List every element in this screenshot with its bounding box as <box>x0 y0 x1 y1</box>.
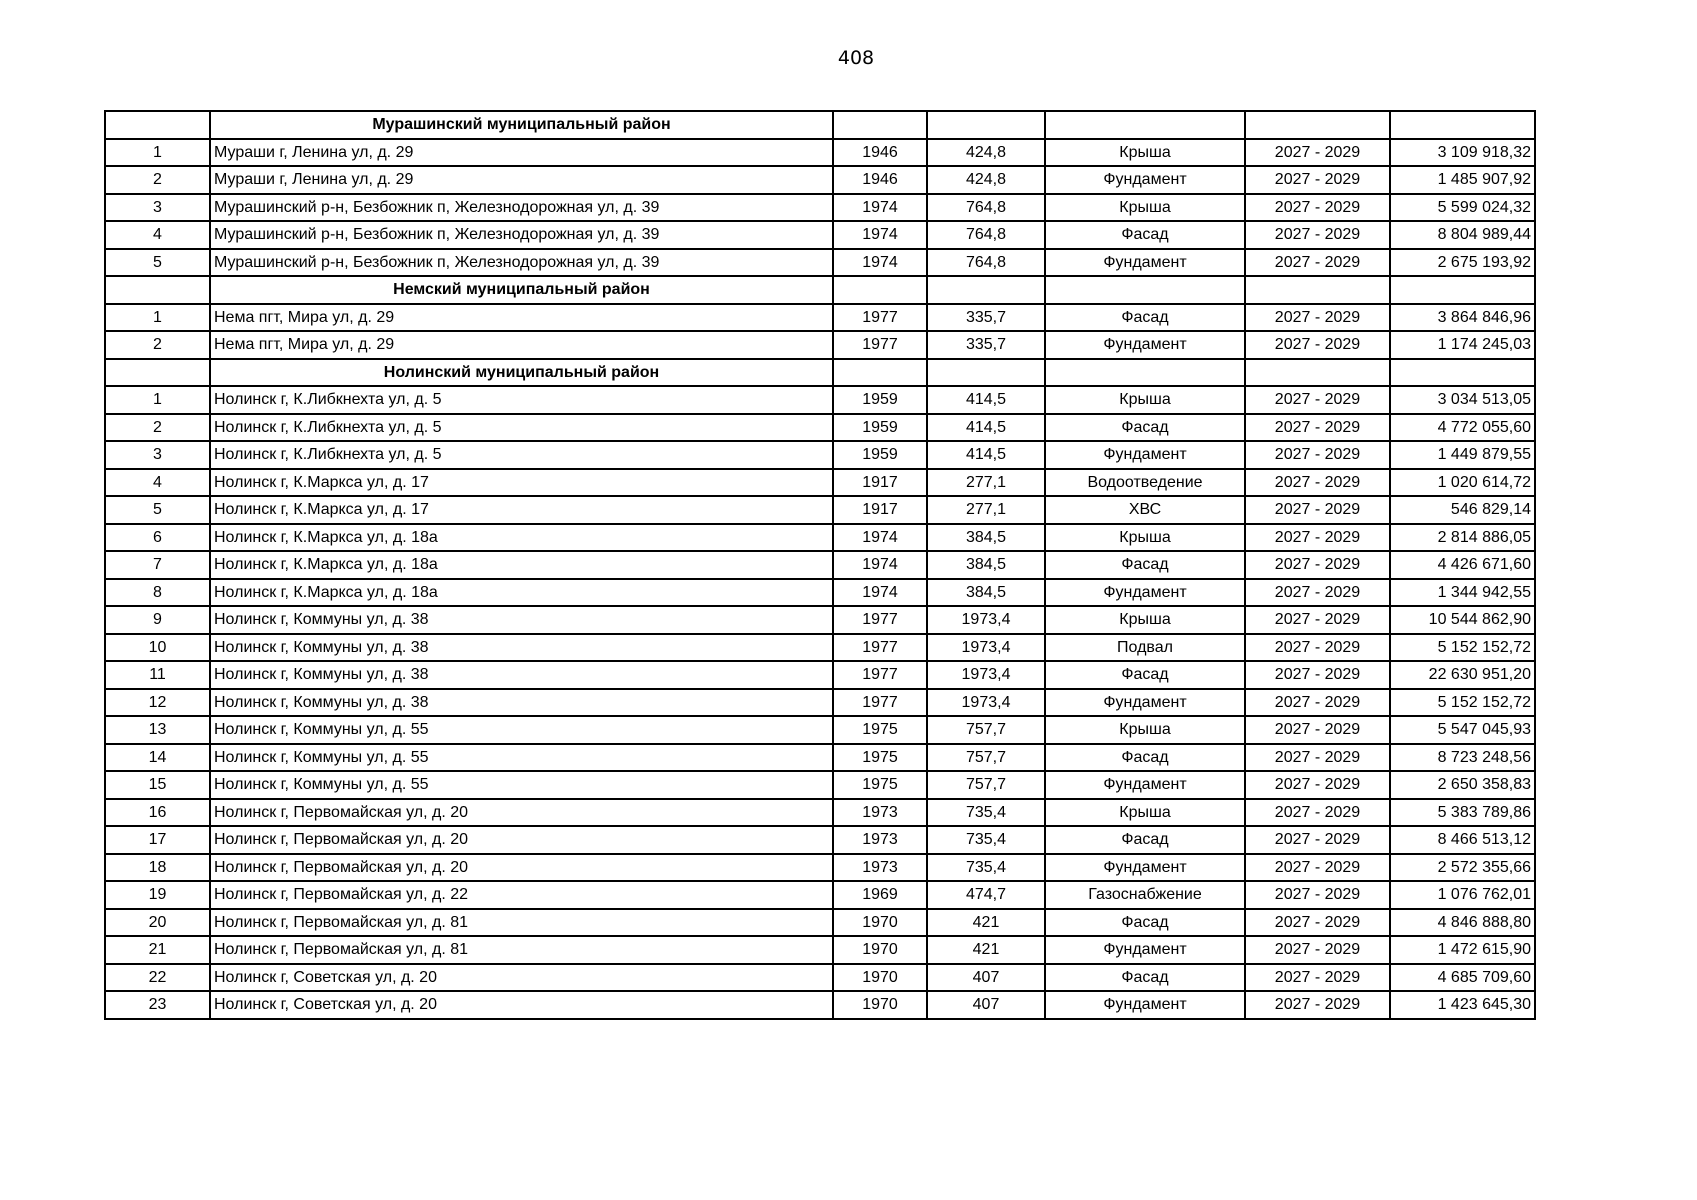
period-cell: 2027 - 2029 <box>1245 386 1390 414</box>
address-cell: Нолинск г, Коммуны ул, д. 55 <box>210 771 833 799</box>
table-row <box>105 551 1535 579</box>
period-cell: 2027 - 2029 <box>1245 579 1390 607</box>
build-year-cell: 1977 <box>833 689 927 717</box>
row-number: 22 <box>105 964 210 992</box>
address-cell: Нолинск г, Первомайская ул, д. 20 <box>210 799 833 827</box>
empty-cell <box>927 111 1045 139</box>
area-cell: 384,5 <box>927 551 1045 579</box>
address-cell: Нолинск г, К.Маркса ул, д. 18а <box>210 551 833 579</box>
period-cell: 2027 - 2029 <box>1245 194 1390 222</box>
build-year-cell: 1970 <box>833 964 927 992</box>
build-year-cell: 1946 <box>833 166 927 194</box>
build-year-cell: 1974 <box>833 249 927 277</box>
work-type-cell: Фасад <box>1045 744 1245 772</box>
period-cell: 2027 - 2029 <box>1245 551 1390 579</box>
row-number: 10 <box>105 634 210 662</box>
cost-cell: 4 426 671,60 <box>1390 551 1535 579</box>
address-cell: Нолинск г, К.Маркса ул, д. 17 <box>210 469 833 497</box>
period-cell: 2027 - 2029 <box>1245 606 1390 634</box>
period-cell: 2027 - 2029 <box>1245 221 1390 249</box>
row-number: 3 <box>105 441 210 469</box>
cost-cell: 5 152 152,72 <box>1390 634 1535 662</box>
address-cell: Нолинск г, Коммуны ул, д. 38 <box>210 689 833 717</box>
district-name: Нолинский муниципальный район <box>210 359 833 387</box>
row-number: 2 <box>105 331 210 359</box>
district-name: Немский муниципальный район <box>210 276 833 304</box>
work-type-cell: Водоотведение <box>1045 469 1245 497</box>
address-cell: Нема пгт, Мира ул, д. 29 <box>210 304 833 332</box>
district-header-row <box>105 359 1535 387</box>
area-cell: 384,5 <box>927 579 1045 607</box>
address-cell: Мураши г, Ленина ул, д. 29 <box>210 139 833 167</box>
work-type-cell: Крыша <box>1045 524 1245 552</box>
area-cell: 757,7 <box>927 716 1045 744</box>
row-number: 2 <box>105 166 210 194</box>
table-row <box>105 634 1535 662</box>
work-type-cell: Фундамент <box>1045 936 1245 964</box>
table-row <box>105 936 1535 964</box>
address-cell: Нолинск г, Первомайская ул, д. 81 <box>210 909 833 937</box>
row-number: 2 <box>105 414 210 442</box>
row-number: 14 <box>105 744 210 772</box>
build-year-cell: 1974 <box>833 194 927 222</box>
area-cell: 735,4 <box>927 799 1045 827</box>
row-number: 12 <box>105 689 210 717</box>
cost-cell: 3 034 513,05 <box>1390 386 1535 414</box>
cost-cell: 8 723 248,56 <box>1390 744 1535 772</box>
build-year-cell: 1977 <box>833 304 927 332</box>
build-year-cell: 1974 <box>833 524 927 552</box>
row-number: 5 <box>105 249 210 277</box>
empty-cell <box>833 111 927 139</box>
empty-cell <box>927 359 1045 387</box>
cost-cell: 2 572 355,66 <box>1390 854 1535 882</box>
cost-cell: 4 685 709,60 <box>1390 964 1535 992</box>
row-number: 16 <box>105 799 210 827</box>
area-cell: 407 <box>927 991 1045 1019</box>
work-type-cell: Фасад <box>1045 221 1245 249</box>
table-row <box>105 716 1535 744</box>
cost-cell: 1 344 942,55 <box>1390 579 1535 607</box>
work-type-cell: Фасад <box>1045 414 1245 442</box>
build-year-cell: 1975 <box>833 744 927 772</box>
build-year-cell: 1975 <box>833 716 927 744</box>
period-cell: 2027 - 2029 <box>1245 826 1390 854</box>
build-year-cell: 1970 <box>833 991 927 1019</box>
work-type-cell: Фасад <box>1045 304 1245 332</box>
table-row <box>105 606 1535 634</box>
build-year-cell: 1973 <box>833 854 927 882</box>
table-row <box>105 854 1535 882</box>
period-cell: 2027 - 2029 <box>1245 661 1390 689</box>
work-type-cell: Крыша <box>1045 386 1245 414</box>
work-type-cell: Крыша <box>1045 194 1245 222</box>
work-type-cell: Крыша <box>1045 716 1245 744</box>
row-number: 6 <box>105 524 210 552</box>
table-row <box>105 524 1535 552</box>
table-row <box>105 386 1535 414</box>
address-cell: Мурашинский р-н, Безбожник п, Железнодорожная ул, д. 39 <box>210 194 833 222</box>
area-cell: 1973,4 <box>927 634 1045 662</box>
address-cell: Нема пгт, Мира ул, д. 29 <box>210 331 833 359</box>
build-year-cell: 1917 <box>833 496 927 524</box>
build-year-cell: 1973 <box>833 799 927 827</box>
page-number: 408 <box>837 47 875 69</box>
area-cell: 277,1 <box>927 469 1045 497</box>
period-cell: 2027 - 2029 <box>1245 744 1390 772</box>
cost-cell: 2 814 886,05 <box>1390 524 1535 552</box>
work-type-cell: Фасад <box>1045 909 1245 937</box>
area-cell: 735,4 <box>927 854 1045 882</box>
work-type-cell: Фундамент <box>1045 579 1245 607</box>
area-cell: 764,8 <box>927 249 1045 277</box>
build-year-cell: 1977 <box>833 634 927 662</box>
cost-cell: 4 846 888,80 <box>1390 909 1535 937</box>
work-type-cell: Крыша <box>1045 606 1245 634</box>
area-cell: 735,4 <box>927 826 1045 854</box>
build-year-cell: 1917 <box>833 469 927 497</box>
address-cell: Нолинск г, Советская ул, д. 20 <box>210 991 833 1019</box>
table-row <box>105 579 1535 607</box>
cost-cell: 5 599 024,32 <box>1390 194 1535 222</box>
empty-cell <box>105 276 210 304</box>
build-year-cell: 1977 <box>833 606 927 634</box>
cost-cell: 1 449 879,55 <box>1390 441 1535 469</box>
area-cell: 474,7 <box>927 881 1045 909</box>
empty-cell <box>1045 359 1245 387</box>
empty-cell <box>1245 276 1390 304</box>
repair-schedule-table <box>104 110 1536 1020</box>
empty-cell <box>833 359 927 387</box>
period-cell: 2027 - 2029 <box>1245 249 1390 277</box>
cost-cell: 2 675 193,92 <box>1390 249 1535 277</box>
empty-cell <box>927 276 1045 304</box>
cost-cell: 1 485 907,92 <box>1390 166 1535 194</box>
address-cell: Нолинск г, К.Либкнехта ул, д. 5 <box>210 386 833 414</box>
district-header-row <box>105 111 1535 139</box>
cost-cell: 4 772 055,60 <box>1390 414 1535 442</box>
address-cell: Нолинск г, Первомайская ул, д. 20 <box>210 826 833 854</box>
work-type-cell: Фундамент <box>1045 166 1245 194</box>
table-row <box>105 304 1535 332</box>
row-number: 1 <box>105 304 210 332</box>
address-cell: Нолинск г, К.Маркса ул, д. 18а <box>210 579 833 607</box>
build-year-cell: 1946 <box>833 139 927 167</box>
work-type-cell: Газоснабжение <box>1045 881 1245 909</box>
period-cell: 2027 - 2029 <box>1245 469 1390 497</box>
address-cell: Мураши г, Ленина ул, д. 29 <box>210 166 833 194</box>
cost-cell: 1 076 762,01 <box>1390 881 1535 909</box>
build-year-cell: 1974 <box>833 221 927 249</box>
area-cell: 764,8 <box>927 194 1045 222</box>
period-cell: 2027 - 2029 <box>1245 139 1390 167</box>
empty-cell <box>1390 359 1535 387</box>
row-number: 7 <box>105 551 210 579</box>
row-number: 13 <box>105 716 210 744</box>
area-cell: 424,8 <box>927 139 1045 167</box>
cost-cell: 22 630 951,20 <box>1390 661 1535 689</box>
cost-cell: 5 547 045,93 <box>1390 716 1535 744</box>
empty-cell <box>1045 276 1245 304</box>
period-cell: 2027 - 2029 <box>1245 964 1390 992</box>
cost-cell: 1 472 615,90 <box>1390 936 1535 964</box>
table-row <box>105 139 1535 167</box>
address-cell: Нолинск г, Первомайская ул, д. 81 <box>210 936 833 964</box>
table-row <box>105 331 1535 359</box>
area-cell: 1973,4 <box>927 689 1045 717</box>
period-cell: 2027 - 2029 <box>1245 689 1390 717</box>
table-row <box>105 771 1535 799</box>
build-year-cell: 1977 <box>833 331 927 359</box>
cost-cell: 546 829,14 <box>1390 496 1535 524</box>
period-cell: 2027 - 2029 <box>1245 496 1390 524</box>
table-row <box>105 881 1535 909</box>
area-cell: 421 <box>927 909 1045 937</box>
row-number: 8 <box>105 579 210 607</box>
address-cell: Нолинск г, Коммуны ул, д. 38 <box>210 661 833 689</box>
work-type-cell: Крыша <box>1045 799 1245 827</box>
row-number: 11 <box>105 661 210 689</box>
cost-cell: 10 544 862,90 <box>1390 606 1535 634</box>
row-number: 21 <box>105 936 210 964</box>
area-cell: 424,8 <box>927 166 1045 194</box>
area-cell: 414,5 <box>927 414 1045 442</box>
work-type-cell: Фундамент <box>1045 331 1245 359</box>
work-type-cell: Фасад <box>1045 551 1245 579</box>
area-cell: 335,7 <box>927 304 1045 332</box>
build-year-cell: 1969 <box>833 881 927 909</box>
area-cell: 414,5 <box>927 441 1045 469</box>
address-cell: Мурашинский р-н, Безбожник п, Железнодорожная ул, д. 39 <box>210 221 833 249</box>
row-number: 1 <box>105 139 210 167</box>
area-cell: 407 <box>927 964 1045 992</box>
empty-cell <box>1245 111 1390 139</box>
build-year-cell: 1970 <box>833 909 927 937</box>
period-cell: 2027 - 2029 <box>1245 414 1390 442</box>
work-type-cell: Фундамент <box>1045 771 1245 799</box>
build-year-cell: 1974 <box>833 579 927 607</box>
area-cell: 764,8 <box>927 221 1045 249</box>
address-cell: Нолинск г, К.Маркса ул, д. 18а <box>210 524 833 552</box>
row-number: 4 <box>105 221 210 249</box>
table-row <box>105 909 1535 937</box>
period-cell: 2027 - 2029 <box>1245 936 1390 964</box>
table-row <box>105 826 1535 854</box>
work-type-cell: Фундамент <box>1045 689 1245 717</box>
table-row <box>105 991 1535 1019</box>
address-cell: Нолинск г, К.Либкнехта ул, д. 5 <box>210 414 833 442</box>
period-cell: 2027 - 2029 <box>1245 331 1390 359</box>
row-number: 15 <box>105 771 210 799</box>
period-cell: 2027 - 2029 <box>1245 524 1390 552</box>
address-cell: Нолинск г, Коммуны ул, д. 38 <box>210 634 833 662</box>
cost-cell: 1 020 614,72 <box>1390 469 1535 497</box>
row-number: 1 <box>105 386 210 414</box>
address-cell: Нолинск г, К.Либкнехта ул, д. 5 <box>210 441 833 469</box>
build-year-cell: 1973 <box>833 826 927 854</box>
period-cell: 2027 - 2029 <box>1245 799 1390 827</box>
table-row <box>105 166 1535 194</box>
work-type-cell: Подвал <box>1045 634 1245 662</box>
row-number: 4 <box>105 469 210 497</box>
row-number: 9 <box>105 606 210 634</box>
table-row <box>105 194 1535 222</box>
area-cell: 335,7 <box>927 331 1045 359</box>
period-cell: 2027 - 2029 <box>1245 304 1390 332</box>
table-row <box>105 414 1535 442</box>
address-cell: Нолинск г, Коммуны ул, д. 55 <box>210 716 833 744</box>
period-cell: 2027 - 2029 <box>1245 771 1390 799</box>
row-number: 23 <box>105 991 210 1019</box>
table-row <box>105 964 1535 992</box>
table-row <box>105 469 1535 497</box>
work-type-cell: Фундамент <box>1045 991 1245 1019</box>
empty-cell <box>105 359 210 387</box>
address-cell: Мурашинский р-н, Безбожник п, Железнодорожная ул, д. 39 <box>210 249 833 277</box>
period-cell: 2027 - 2029 <box>1245 716 1390 744</box>
row-number: 5 <box>105 496 210 524</box>
work-type-cell: Фундамент <box>1045 854 1245 882</box>
table-row <box>105 496 1535 524</box>
period-cell: 2027 - 2029 <box>1245 634 1390 662</box>
work-type-cell: Крыша <box>1045 139 1245 167</box>
period-cell: 2027 - 2029 <box>1245 881 1390 909</box>
build-year-cell: 1970 <box>833 936 927 964</box>
area-cell: 384,5 <box>927 524 1045 552</box>
build-year-cell: 1959 <box>833 386 927 414</box>
table-row <box>105 221 1535 249</box>
build-year-cell: 1959 <box>833 441 927 469</box>
row-number: 18 <box>105 854 210 882</box>
work-type-cell: Фасад <box>1045 826 1245 854</box>
empty-cell <box>105 111 210 139</box>
area-cell: 1973,4 <box>927 661 1045 689</box>
district-name: Мурашинский муниципальный район <box>210 111 833 139</box>
work-type-cell: ХВС <box>1045 496 1245 524</box>
cost-cell: 2 650 358,83 <box>1390 771 1535 799</box>
period-cell: 2027 - 2029 <box>1245 854 1390 882</box>
cost-cell: 8 804 989,44 <box>1390 221 1535 249</box>
cost-cell: 5 383 789,86 <box>1390 799 1535 827</box>
area-cell: 1973,4 <box>927 606 1045 634</box>
cost-cell: 3 109 918,32 <box>1390 139 1535 167</box>
work-type-cell: Фасад <box>1045 964 1245 992</box>
empty-cell <box>1390 276 1535 304</box>
address-cell: Нолинск г, Коммуны ул, д. 38 <box>210 606 833 634</box>
cost-cell: 5 152 152,72 <box>1390 689 1535 717</box>
address-cell: Нолинск г, Советская ул, д. 20 <box>210 964 833 992</box>
cost-cell: 1 174 245,03 <box>1390 331 1535 359</box>
address-cell: Нолинск г, Первомайская ул, д. 22 <box>210 881 833 909</box>
empty-cell <box>833 276 927 304</box>
table-row <box>105 441 1535 469</box>
empty-cell <box>1390 111 1535 139</box>
build-year-cell: 1974 <box>833 551 927 579</box>
table-row <box>105 799 1535 827</box>
address-cell: Нолинск г, Коммуны ул, д. 55 <box>210 744 833 772</box>
build-year-cell: 1975 <box>833 771 927 799</box>
district-header-row <box>105 276 1535 304</box>
area-cell: 421 <box>927 936 1045 964</box>
work-type-cell: Фундамент <box>1045 441 1245 469</box>
period-cell: 2027 - 2029 <box>1245 991 1390 1019</box>
period-cell: 2027 - 2029 <box>1245 441 1390 469</box>
table-row <box>105 249 1535 277</box>
empty-cell <box>1245 359 1390 387</box>
area-cell: 757,7 <box>927 744 1045 772</box>
cost-cell: 8 466 513,12 <box>1390 826 1535 854</box>
work-type-cell: Фасад <box>1045 661 1245 689</box>
row-number: 3 <box>105 194 210 222</box>
cost-cell: 1 423 645,30 <box>1390 991 1535 1019</box>
table-body <box>105 111 1535 1019</box>
area-cell: 277,1 <box>927 496 1045 524</box>
build-year-cell: 1959 <box>833 414 927 442</box>
empty-cell <box>1045 111 1245 139</box>
row-number: 20 <box>105 909 210 937</box>
cost-cell: 3 864 846,96 <box>1390 304 1535 332</box>
build-year-cell: 1977 <box>833 661 927 689</box>
table-row <box>105 744 1535 772</box>
address-cell: Нолинск г, К.Маркса ул, д. 17 <box>210 496 833 524</box>
period-cell: 2027 - 2029 <box>1245 166 1390 194</box>
row-number: 19 <box>105 881 210 909</box>
period-cell: 2027 - 2029 <box>1245 909 1390 937</box>
table-row <box>105 689 1535 717</box>
area-cell: 414,5 <box>927 386 1045 414</box>
table-row <box>105 661 1535 689</box>
work-type-cell: Фундамент <box>1045 249 1245 277</box>
area-cell: 757,7 <box>927 771 1045 799</box>
address-cell: Нолинск г, Первомайская ул, д. 20 <box>210 854 833 882</box>
row-number: 17 <box>105 826 210 854</box>
